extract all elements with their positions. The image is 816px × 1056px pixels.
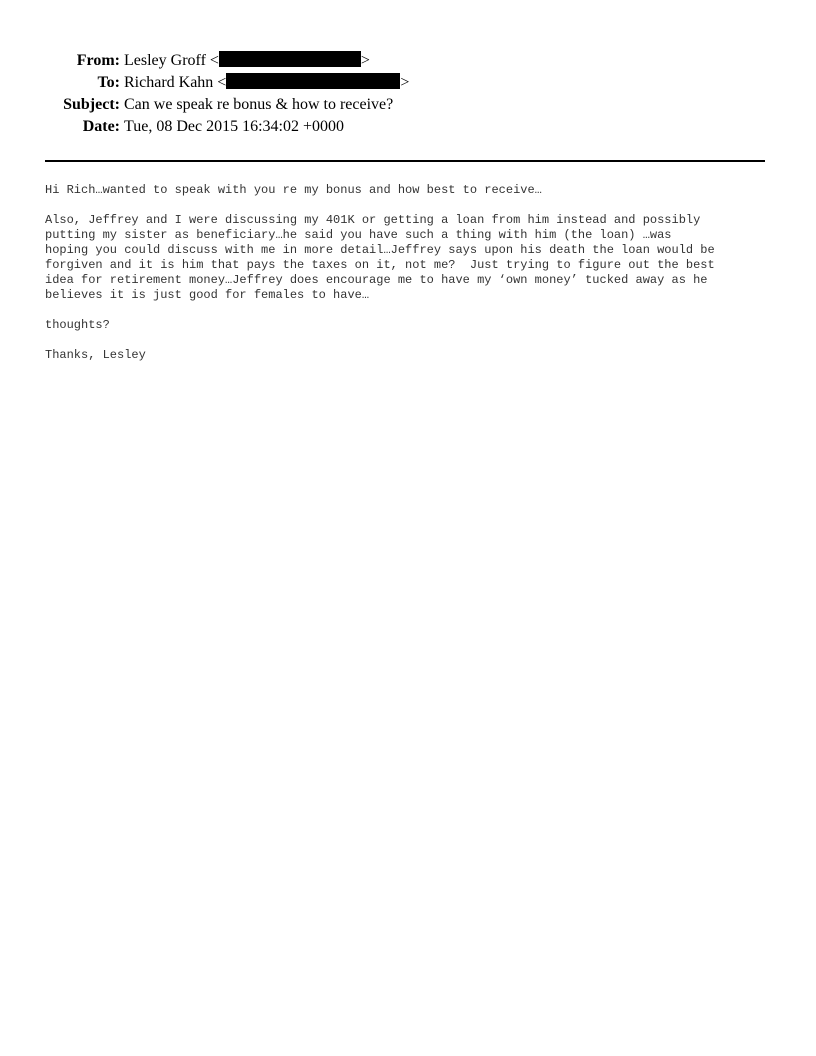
from-value bbox=[124, 50, 370, 72]
body-paragraph: thoughts? bbox=[45, 318, 110, 332]
body-paragraph: Also, Jeffrey and I were discussing my 401K or getting a loan from him instead and possibly putting my sister as beneficiary…he said you have such a thing with him (the loan) …was hoping you could discuss with me in more detail…Jeffrey says upon his death the loan would be forgiven and it is him that pays the taxes on it, not me? Just trying to figure out the best idea for retirement money…Jeffrey does encourage me to have my ‘own money’ tucked away as he believes it is just good for females to have… bbox=[45, 213, 715, 302]
to-close: > bbox=[400, 74, 410, 91]
date-label: Date: bbox=[82, 118, 120, 135]
redaction-block bbox=[219, 51, 361, 67]
subject-row bbox=[0, 94, 816, 116]
date-value: Tue, 08 Dec 2015 16:34:02 +0000 bbox=[124, 118, 344, 135]
from-row bbox=[0, 50, 816, 72]
body-paragraph: Hi Rich…wanted to speak with you re my bonus and how best to receive… bbox=[45, 183, 542, 197]
redaction-block bbox=[226, 73, 400, 89]
header-divider bbox=[45, 160, 765, 162]
signoff: Thanks, Lesley bbox=[45, 348, 146, 362]
to-row bbox=[0, 72, 816, 94]
to-name: Richard Kahn < bbox=[124, 74, 227, 91]
email-body bbox=[45, 183, 785, 378]
from-close: > bbox=[360, 52, 370, 69]
subject-value: Can we speak re bonus & how to receive? bbox=[124, 96, 394, 113]
subject-label: Subject: bbox=[63, 96, 120, 113]
to-label: To: bbox=[97, 74, 120, 91]
from-label: From: bbox=[76, 52, 120, 69]
from-name: Lesley Groff < bbox=[124, 52, 219, 69]
date-row bbox=[0, 116, 816, 138]
email-header bbox=[0, 50, 816, 138]
to-value bbox=[124, 72, 409, 94]
